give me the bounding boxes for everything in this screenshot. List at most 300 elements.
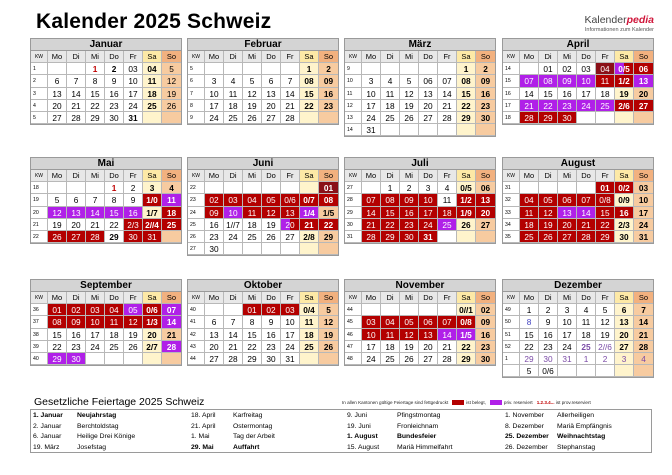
day-cell[interactable]: 19	[124, 329, 143, 341]
day-cell[interactable]: 9	[124, 194, 143, 206]
day-cell[interactable]: 6	[48, 75, 67, 87]
day-cell[interactable]: 15	[381, 207, 400, 219]
day-cell[interactable]: 11	[381, 329, 400, 341]
day-cell[interactable]	[162, 231, 181, 243]
day-cell[interactable]	[205, 63, 224, 75]
day-cell[interactable]: 22	[105, 219, 124, 231]
day-cell[interactable]: 11	[438, 194, 457, 206]
day-cell[interactable]: 22	[86, 100, 105, 112]
day-cell[interactable]: 29	[105, 231, 124, 243]
day-cell[interactable]: 02	[205, 194, 224, 206]
day-cell[interactable]: 2	[400, 182, 419, 194]
day-cell[interactable]: 5	[400, 75, 419, 87]
day-cell[interactable]: 2/3	[615, 219, 634, 231]
day-cell[interactable]: 03	[634, 182, 653, 194]
day-cell[interactable]	[319, 353, 338, 365]
day-cell[interactable]: 20	[143, 329, 162, 341]
day-cell[interactable]: 12	[124, 316, 143, 328]
day-cell[interactable]: 29	[243, 353, 262, 365]
day-cell[interactable]: 01	[319, 182, 338, 194]
day-cell[interactable]: 01	[243, 304, 262, 316]
day-cell[interactable]: 24	[224, 231, 243, 243]
day-cell[interactable]: 28	[224, 353, 243, 365]
day-cell[interactable]: 29	[457, 353, 476, 365]
day-cell[interactable]: 19	[539, 219, 558, 231]
day-cell[interactable]: 17	[362, 100, 381, 112]
day-cell[interactable]	[86, 182, 105, 194]
day-cell[interactable]	[615, 365, 634, 377]
day-cell[interactable]: 07	[438, 316, 457, 328]
day-cell[interactable]: 15	[520, 329, 539, 341]
day-cell[interactable]: 2	[476, 63, 495, 75]
day-cell[interactable]: 20	[205, 341, 224, 353]
day-cell[interactable]: 31	[634, 231, 653, 243]
day-cell[interactable]: 27	[419, 353, 438, 365]
day-cell[interactable]: 1	[300, 63, 319, 75]
day-cell[interactable]: 28	[281, 112, 300, 124]
day-cell[interactable]: 20	[419, 341, 438, 353]
day-cell[interactable]: 24	[362, 112, 381, 124]
day-cell[interactable]: 19	[319, 329, 338, 341]
day-cell[interactable]: 17	[205, 100, 224, 112]
day-cell[interactable]: 4	[224, 75, 243, 87]
day-cell[interactable]: 1	[86, 63, 105, 75]
day-cell[interactable]	[205, 182, 224, 194]
day-cell[interactable]: 2	[124, 182, 143, 194]
day-cell[interactable]: 05	[124, 304, 143, 316]
day-cell[interactable]: 0/2	[615, 182, 634, 194]
day-cell[interactable]: 15	[105, 207, 124, 219]
day-cell[interactable]: 20	[634, 88, 653, 100]
day-cell[interactable]	[319, 243, 338, 255]
day-cell[interactable]: 21	[634, 329, 653, 341]
day-cell[interactable]: 8	[105, 194, 124, 206]
day-cell[interactable]: 0/6	[143, 304, 162, 316]
day-cell[interactable]	[243, 243, 262, 255]
day-cell[interactable]: 6	[615, 304, 634, 316]
day-cell[interactable]: 18	[243, 219, 262, 231]
day-cell[interactable]: 9	[539, 316, 558, 328]
day-cell[interactable]: 23	[67, 341, 86, 353]
day-cell[interactable]: 18	[162, 207, 181, 219]
day-cell[interactable]: 13	[634, 75, 653, 87]
day-cell[interactable]: 2//4	[143, 219, 162, 231]
day-cell[interactable]: 27	[48, 112, 67, 124]
day-cell[interactable]	[281, 182, 300, 194]
day-cell[interactable]: 3	[362, 75, 381, 87]
day-cell[interactable]: 03	[224, 194, 243, 206]
day-cell[interactable]: 7	[224, 316, 243, 328]
day-cell[interactable]: 10	[205, 88, 224, 100]
day-cell[interactable]: 12	[262, 207, 281, 219]
day-cell[interactable]: 04	[105, 304, 124, 316]
day-cell[interactable]: 5	[520, 365, 539, 377]
day-cell[interactable]: 27	[281, 231, 300, 243]
day-cell[interactable]: 18	[577, 329, 596, 341]
day-cell[interactable]	[634, 365, 653, 377]
day-cell[interactable]	[281, 243, 300, 255]
day-cell[interactable]: 27	[205, 353, 224, 365]
day-cell[interactable]: 08	[381, 194, 400, 206]
day-cell[interactable]: 19	[400, 341, 419, 353]
day-cell[interactable]: 10	[224, 207, 243, 219]
day-cell[interactable]: 11	[243, 207, 262, 219]
day-cell[interactable]: 0/5	[615, 63, 634, 75]
day-cell[interactable]: 1//7	[224, 219, 243, 231]
day-cell[interactable]: 25	[224, 112, 243, 124]
day-cell[interactable]: 03	[281, 304, 300, 316]
day-cell[interactable]: 1/5	[457, 329, 476, 341]
day-cell[interactable]: 22	[457, 100, 476, 112]
day-cell[interactable]: 23	[262, 341, 281, 353]
day-cell[interactable]: 29	[457, 112, 476, 124]
day-cell[interactable]	[262, 182, 281, 194]
day-cell[interactable]: 4	[381, 75, 400, 87]
day-cell[interactable]	[86, 353, 105, 365]
day-cell[interactable]: 26	[48, 231, 67, 243]
day-cell[interactable]: 18	[105, 329, 124, 341]
day-cell[interactable]: 13	[476, 194, 495, 206]
day-cell[interactable]	[419, 304, 438, 316]
day-cell[interactable]	[243, 63, 262, 75]
day-cell[interactable]: 11	[520, 207, 539, 219]
day-cell[interactable]: 7	[281, 75, 300, 87]
day-cell[interactable]	[438, 231, 457, 243]
day-cell[interactable]	[419, 63, 438, 75]
day-cell[interactable]	[596, 112, 615, 124]
day-cell[interactable]: 13	[48, 88, 67, 100]
day-cell[interactable]: 24	[86, 341, 105, 353]
day-cell[interactable]: 16	[476, 329, 495, 341]
day-cell[interactable]: 21	[520, 100, 539, 112]
day-cell[interactable]	[143, 353, 162, 365]
day-cell[interactable]	[520, 182, 539, 194]
day-cell[interactable]: 06	[558, 194, 577, 206]
day-cell[interactable]: 24	[419, 219, 438, 231]
day-cell[interactable]: 31	[143, 231, 162, 243]
day-cell[interactable]	[262, 243, 281, 255]
day-cell[interactable]: 25	[105, 341, 124, 353]
day-cell[interactable]: 17	[86, 329, 105, 341]
day-cell[interactable]: 25	[243, 231, 262, 243]
day-cell[interactable]: 1	[105, 182, 124, 194]
day-cell[interactable]	[300, 182, 319, 194]
day-cell[interactable]: 27	[67, 231, 86, 243]
day-cell[interactable]: 11	[596, 75, 615, 87]
day-cell[interactable]: 26	[319, 341, 338, 353]
day-cell[interactable]: 0/7	[300, 194, 319, 206]
day-cell[interactable]: 20	[67, 219, 86, 231]
day-cell[interactable]: 31	[558, 353, 577, 365]
day-cell[interactable]: 10	[86, 316, 105, 328]
day-cell[interactable]: 26	[262, 231, 281, 243]
day-cell[interactable]: 14	[281, 88, 300, 100]
day-cell[interactable]	[558, 365, 577, 377]
day-cell[interactable]: 09	[319, 75, 338, 87]
day-cell[interactable]: 20	[262, 100, 281, 112]
day-cell[interactable]: 29	[596, 231, 615, 243]
day-cell[interactable]: 10	[124, 75, 143, 87]
day-cell[interactable]: 09	[400, 194, 419, 206]
day-cell[interactable]: 21	[86, 219, 105, 231]
day-cell[interactable]	[300, 243, 319, 255]
day-cell[interactable]: 2//6	[596, 341, 615, 353]
day-cell[interactable]	[520, 63, 539, 75]
day-cell[interactable]: 22	[243, 341, 262, 353]
day-cell[interactable]: 2/7	[143, 341, 162, 353]
day-cell[interactable]: 20	[281, 219, 300, 231]
day-cell[interactable]: 5	[162, 63, 181, 75]
day-cell[interactable]: 18	[438, 207, 457, 219]
day-cell[interactable]: 25	[520, 231, 539, 243]
day-cell[interactable]	[400, 124, 419, 136]
day-cell[interactable]: 26	[124, 341, 143, 353]
day-cell[interactable]: 24	[362, 353, 381, 365]
day-cell[interactable]: 13	[419, 88, 438, 100]
day-cell[interactable]	[596, 365, 615, 377]
day-cell[interactable]: 05	[400, 316, 419, 328]
day-cell[interactable]	[300, 112, 319, 124]
day-cell[interactable]: 2/6	[615, 100, 634, 112]
day-cell[interactable]	[577, 112, 596, 124]
day-cell[interactable]	[300, 353, 319, 365]
day-cell[interactable]: 03	[124, 63, 143, 75]
day-cell[interactable]: 14	[634, 316, 653, 328]
day-cell[interactable]: 28	[577, 231, 596, 243]
day-cell[interactable]: 1/5	[319, 207, 338, 219]
day-cell[interactable]: 11	[224, 88, 243, 100]
day-cell[interactable]: 2	[319, 63, 338, 75]
day-cell[interactable]: 20	[558, 219, 577, 231]
day-cell[interactable]: 28	[67, 112, 86, 124]
day-cell[interactable]: 23	[476, 100, 495, 112]
day-cell[interactable]: 24	[634, 219, 653, 231]
day-cell[interactable]: 07	[438, 75, 457, 87]
day-cell[interactable]	[558, 182, 577, 194]
day-cell[interactable]: 22	[539, 100, 558, 112]
day-cell[interactable]	[419, 124, 438, 136]
day-cell[interactable]: 21	[67, 100, 86, 112]
day-cell[interactable]: 23	[205, 231, 224, 243]
day-cell[interactable]	[67, 63, 86, 75]
day-cell[interactable]: 06	[419, 75, 438, 87]
day-cell[interactable]	[381, 63, 400, 75]
day-cell[interactable]: 2	[539, 304, 558, 316]
day-cell[interactable]: 25	[143, 100, 162, 112]
day-cell[interactable]: 16	[124, 207, 143, 219]
day-cell[interactable]	[48, 63, 67, 75]
day-cell[interactable]: 18	[381, 341, 400, 353]
day-cell[interactable]: 12	[400, 88, 419, 100]
day-cell[interactable]: 06	[419, 316, 438, 328]
day-cell[interactable]	[400, 63, 419, 75]
day-cell[interactable]: 1/0	[143, 194, 162, 206]
day-cell[interactable]: 28	[86, 231, 105, 243]
day-cell[interactable]: 12	[162, 75, 181, 87]
day-cell[interactable]: 18	[596, 88, 615, 100]
day-cell[interactable]: 17	[124, 88, 143, 100]
day-cell[interactable]: 28	[438, 353, 457, 365]
day-cell[interactable]: 25	[577, 341, 596, 353]
day-cell[interactable]: 2/8	[300, 231, 319, 243]
day-cell[interactable]: 0/8	[596, 194, 615, 206]
kalenderpedia-logo[interactable]	[585, 14, 654, 33]
day-cell[interactable]: 17	[558, 329, 577, 341]
day-cell[interactable]: 16	[615, 207, 634, 219]
day-cell[interactable]: 22	[319, 219, 338, 231]
day-cell[interactable]	[243, 182, 262, 194]
day-cell[interactable]: 21	[577, 219, 596, 231]
day-cell[interactable]: 07	[362, 194, 381, 206]
day-cell[interactable]: 14	[577, 207, 596, 219]
day-cell[interactable]: 21	[362, 219, 381, 231]
day-cell[interactable]: 16	[400, 207, 419, 219]
day-cell[interactable]: 08	[300, 75, 319, 87]
day-cell[interactable]: 04	[381, 316, 400, 328]
day-cell[interactable]: 17	[281, 329, 300, 341]
day-cell[interactable]: 15	[300, 88, 319, 100]
day-cell[interactable]: 12	[319, 316, 338, 328]
day-cell[interactable]: 28	[520, 112, 539, 124]
day-cell[interactable]: 18	[520, 219, 539, 231]
day-cell[interactable]: 04	[596, 63, 615, 75]
day-cell[interactable]: 1	[381, 182, 400, 194]
day-cell[interactable]: 8	[243, 316, 262, 328]
day-cell[interactable]: 15	[539, 88, 558, 100]
day-cell[interactable]: 30	[105, 112, 124, 124]
day-cell[interactable]: 14	[224, 329, 243, 341]
day-cell[interactable]: 3	[558, 304, 577, 316]
day-cell[interactable]: 31	[124, 112, 143, 124]
day-cell[interactable]: 7	[634, 304, 653, 316]
day-cell[interactable]: 6	[262, 75, 281, 87]
day-cell[interactable]: 8	[86, 75, 105, 87]
day-cell[interactable]: 19	[596, 329, 615, 341]
day-cell[interactable]	[438, 63, 457, 75]
day-cell[interactable]: 23	[319, 100, 338, 112]
day-cell[interactable]: 09	[476, 75, 495, 87]
day-cell[interactable]: 24	[281, 341, 300, 353]
day-cell[interactable]: 17	[634, 207, 653, 219]
day-cell[interactable]: 18	[381, 100, 400, 112]
day-cell[interactable]: 13	[558, 207, 577, 219]
day-cell[interactable]	[362, 304, 381, 316]
day-cell[interactable]: 6	[67, 194, 86, 206]
day-cell[interactable]: 02	[67, 304, 86, 316]
day-cell[interactable]	[400, 304, 419, 316]
day-cell[interactable]: 11	[162, 194, 181, 206]
day-cell[interactable]	[381, 304, 400, 316]
day-cell[interactable]: 10	[634, 194, 653, 206]
day-cell[interactable]: 5	[319, 304, 338, 316]
day-cell[interactable]: 10	[558, 316, 577, 328]
day-cell[interactable]: 28	[438, 112, 457, 124]
day-cell[interactable]: 26	[457, 219, 476, 231]
day-cell[interactable]: 25	[596, 100, 615, 112]
day-cell[interactable]: 2	[596, 353, 615, 365]
day-cell[interactable]: 16	[262, 329, 281, 341]
day-cell[interactable]: 02	[262, 304, 281, 316]
day-cell[interactable]: 09	[476, 316, 495, 328]
day-cell[interactable]: 0/6	[539, 365, 558, 377]
day-cell[interactable]	[281, 63, 300, 75]
day-cell[interactable]: 1/2	[457, 194, 476, 206]
day-cell[interactable]: 22	[381, 219, 400, 231]
day-cell[interactable]: 05	[539, 194, 558, 206]
day-cell[interactable]: 03	[577, 63, 596, 75]
day-cell[interactable]: 0/4	[300, 304, 319, 316]
day-cell[interactable]: 05	[262, 194, 281, 206]
day-cell[interactable]: 04	[143, 63, 162, 75]
day-cell[interactable]: 11	[300, 316, 319, 328]
day-cell[interactable]: 9	[262, 316, 281, 328]
day-cell[interactable]: 16	[539, 329, 558, 341]
day-cell[interactable]: 19	[400, 100, 419, 112]
day-cell[interactable]: 07	[520, 75, 539, 87]
day-cell[interactable]: 09	[67, 316, 86, 328]
day-cell[interactable]: 08	[539, 75, 558, 87]
day-cell[interactable]: 1/2	[615, 75, 634, 87]
day-cell[interactable]: 27	[476, 219, 495, 231]
day-cell[interactable]	[476, 231, 495, 243]
day-cell[interactable]	[224, 182, 243, 194]
day-cell[interactable]: 29	[48, 353, 67, 365]
day-cell[interactable]	[457, 124, 476, 136]
day-cell[interactable]: 10	[362, 329, 381, 341]
day-cell[interactable]	[381, 124, 400, 136]
day-cell[interactable]: 11	[381, 88, 400, 100]
day-cell[interactable]: 30	[615, 231, 634, 243]
day-cell[interactable]: 26	[539, 231, 558, 243]
day-cell[interactable]: 15	[243, 329, 262, 341]
day-cell[interactable]: 12	[596, 316, 615, 328]
day-cell[interactable]: 5	[243, 75, 262, 87]
day-cell[interactable]: 28	[634, 341, 653, 353]
day-cell[interactable]: 23	[476, 341, 495, 353]
day-cell[interactable]: 19	[48, 219, 67, 231]
day-cell[interactable]: 27	[634, 100, 653, 112]
day-cell[interactable]	[224, 243, 243, 255]
day-cell[interactable]: 15	[86, 88, 105, 100]
day-cell[interactable]: 27	[558, 231, 577, 243]
day-cell[interactable]: 5	[48, 194, 67, 206]
day-cell[interactable]	[162, 112, 181, 124]
day-cell[interactable]	[362, 182, 381, 194]
day-cell[interactable]: 10	[362, 88, 381, 100]
day-cell[interactable]: 26	[162, 100, 181, 112]
day-cell[interactable]: 6	[205, 316, 224, 328]
day-cell[interactable]: 08	[457, 75, 476, 87]
day-cell[interactable]: 15	[457, 88, 476, 100]
day-cell[interactable]: 25	[381, 112, 400, 124]
day-cell[interactable]	[457, 231, 476, 243]
day-cell[interactable]: 04	[243, 194, 262, 206]
day-cell[interactable]: 17	[419, 207, 438, 219]
day-cell[interactable]: 21	[438, 341, 457, 353]
day-cell[interactable]: 15	[48, 329, 67, 341]
day-cell[interactable]: 31	[281, 353, 300, 365]
day-cell[interactable]: 16	[205, 219, 224, 231]
day-cell[interactable]: 30	[124, 231, 143, 243]
day-cell[interactable]	[205, 304, 224, 316]
day-cell[interactable]: 3	[143, 182, 162, 194]
day-cell[interactable]: 09	[558, 75, 577, 87]
day-cell[interactable]: 17	[577, 88, 596, 100]
day-cell[interactable]: 9	[105, 75, 124, 87]
day-cell[interactable]: 29	[381, 231, 400, 243]
day-cell[interactable]	[362, 63, 381, 75]
day-cell[interactable]: 23	[539, 341, 558, 353]
